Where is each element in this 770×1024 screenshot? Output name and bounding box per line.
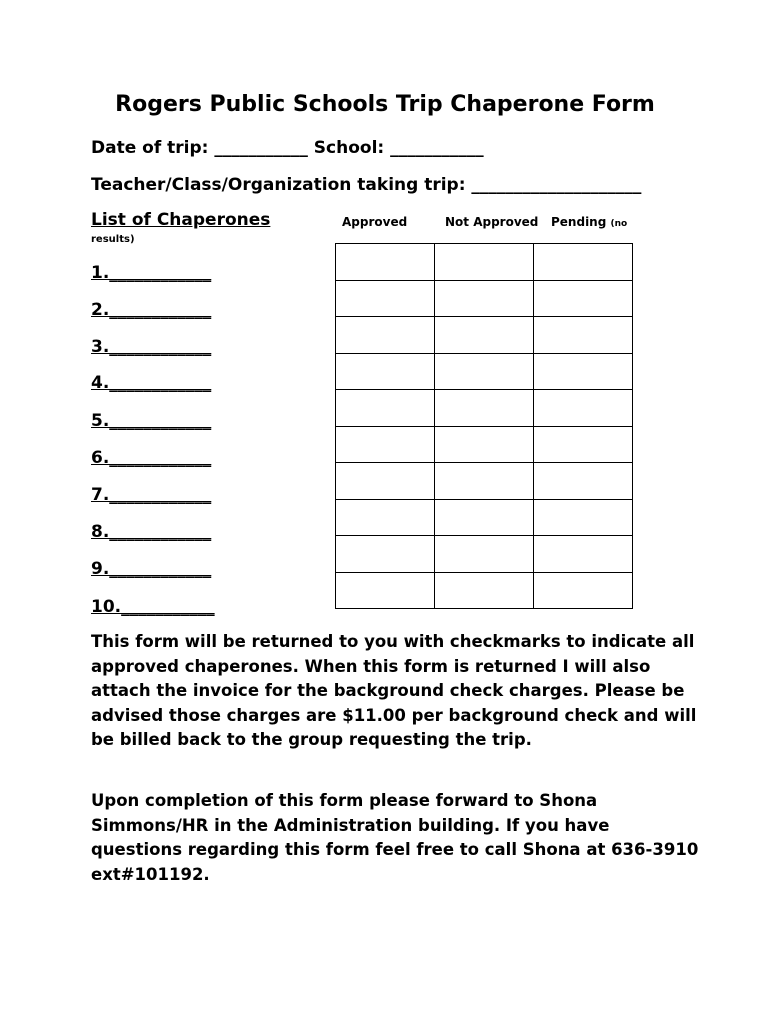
approved-cell[interactable]: [336, 244, 435, 281]
not-approved-cell[interactable]: [435, 463, 534, 500]
grid-row: [336, 536, 633, 573]
pending-cell[interactable]: [534, 280, 633, 317]
approved-cell[interactable]: [336, 499, 435, 536]
chaperone-entry-1[interactable]: 1.____________: [91, 263, 212, 283]
grid-row: [336, 463, 633, 500]
grid-row: [336, 353, 633, 390]
pending-cell[interactable]: [534, 426, 633, 463]
approved-cell[interactable]: [336, 426, 435, 463]
approved-cell[interactable]: [336, 463, 435, 500]
forwarding-instructions-paragraph: Upon completion of this form please forward to Shona Simmons/HR in the Administration building. If you have questions regarding this form feel free to call Shona at 636-3910 ext#101192.: [91, 791, 699, 884]
pending-cell[interactable]: [534, 390, 633, 427]
chaperone-entry-10[interactable]: 10.___________: [91, 597, 215, 617]
chaperone-entry-4[interactable]: 4.____________: [91, 373, 212, 393]
grid-row: [336, 499, 633, 536]
not-approved-cell[interactable]: [435, 244, 534, 281]
chaperone-entry-5[interactable]: 5.____________: [91, 411, 212, 431]
approved-cell[interactable]: [336, 353, 435, 390]
chaperone-entry-9[interactable]: 9.____________: [91, 559, 212, 579]
chaperone-entry-2[interactable]: 2.____________: [91, 300, 212, 320]
results-note: results): [91, 234, 135, 245]
chaperone-entry-7[interactable]: 7.____________: [91, 485, 212, 505]
not-approved-cell[interactable]: [435, 353, 534, 390]
pending-cell[interactable]: [534, 499, 633, 536]
grid-row: [336, 244, 633, 281]
form-title: Rogers Public Schools Trip Chaperone Form: [115, 92, 655, 117]
pending-cell[interactable]: [534, 572, 633, 609]
not-approved-cell[interactable]: [435, 499, 534, 536]
approved-cell[interactable]: [336, 390, 435, 427]
date-school-line: Date of trip: ___________ School: ___________: [91, 138, 484, 158]
teacher-line: Teacher/Class/Organization taking trip: ____________________: [91, 175, 642, 195]
approved-cell[interactable]: [336, 317, 435, 354]
pending-label: Pending: [551, 215, 607, 229]
pending-cell[interactable]: [534, 463, 633, 500]
checkmark-invoice-paragraph: This form will be returned to you with checkmarks to indicate all approved chaperones. When this form is returned I will also attach the invoice for the background check charges. Please be advised those charges are $11.00 per background check and will be billed back to the group requesting the trip.: [91, 632, 697, 749]
approved-column-header: Approved: [342, 215, 408, 229]
chaperone-entry-3[interactable]: 3.____________: [91, 337, 212, 357]
approved-cell[interactable]: [336, 572, 435, 609]
pending-cell[interactable]: [534, 353, 633, 390]
approval-grid: [335, 243, 633, 609]
chaperone-list-heading: List of Chaperones: [91, 210, 271, 230]
pending-note: (no: [610, 219, 628, 229]
not-approved-column-header: Not Approved: [445, 215, 539, 229]
approved-cell[interactable]: [336, 536, 435, 573]
grid-row: [336, 280, 633, 317]
not-approved-cell[interactable]: [435, 390, 534, 427]
pending-cell[interactable]: [534, 536, 633, 573]
not-approved-cell[interactable]: [435, 572, 534, 609]
chaperone-entry-8[interactable]: 8.____________: [91, 522, 212, 542]
grid-row: [336, 390, 633, 427]
grid-row: [336, 317, 633, 354]
pending-cell[interactable]: [534, 244, 633, 281]
not-approved-cell[interactable]: [435, 536, 534, 573]
approved-cell[interactable]: [336, 280, 435, 317]
pending-cell[interactable]: [534, 317, 633, 354]
not-approved-cell[interactable]: [435, 280, 534, 317]
not-approved-cell[interactable]: [435, 426, 534, 463]
not-approved-cell[interactable]: [435, 317, 534, 354]
grid-row: [336, 426, 633, 463]
pending-column-header: [551, 215, 627, 229]
chaperone-entry-6[interactable]: 6.____________: [91, 448, 212, 468]
grid-row: [336, 572, 633, 609]
